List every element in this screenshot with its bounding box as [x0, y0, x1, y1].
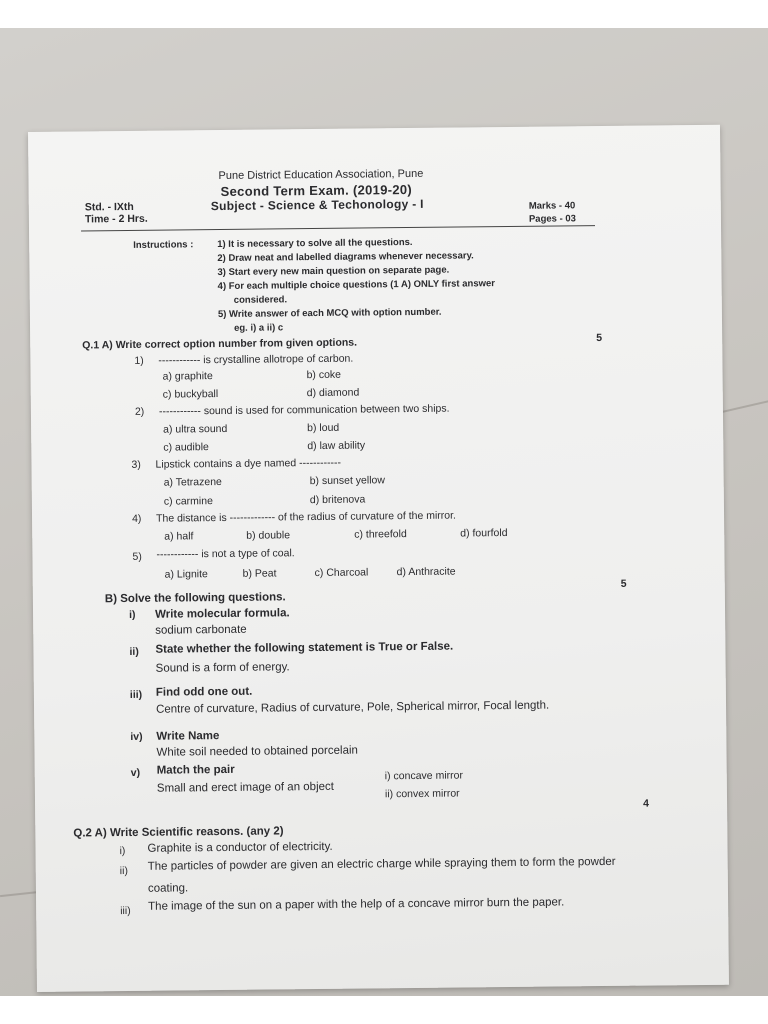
option: b) sunset yellow	[309, 474, 386, 488]
item-body: Sound is a form of energy.	[155, 661, 290, 675]
instruction-line: 5) Write answer of each MCQ with option number.	[217, 306, 442, 321]
exam-title: Second Term Exam. (2019-20)	[220, 181, 413, 199]
q2a-title: Q.2 A) Write Scientific reasons. (any 2)	[73, 825, 284, 840]
option: c) carmine	[163, 495, 213, 508]
instruction-line: eg. i) a ii) c	[234, 322, 284, 334]
photo-background	[0, 28, 768, 996]
reason-text: coating.	[147, 882, 189, 895]
subject-title: Subject - Science & Techonology - I	[210, 196, 424, 214]
option: d) fourfold	[460, 527, 508, 540]
item-title: Write molecular formula.	[154, 607, 290, 621]
instruction-line: 2) Draw neat and labelled diagrams whenever necessary.	[217, 250, 474, 265]
association-name: Pune District Education Association, Pune	[218, 167, 424, 183]
item-number: iii)	[120, 904, 131, 918]
item-body: Small and erect image of an object	[156, 780, 335, 795]
option: c) threefold	[354, 528, 407, 541]
option: d) law ability	[307, 439, 366, 453]
instruction-line: considered.	[233, 294, 288, 306]
question-number: 1)	[134, 354, 144, 367]
match-option: i) concave mirror	[384, 769, 464, 783]
option: c) Charcoal	[314, 566, 369, 580]
instructions-label: Instructions :	[133, 239, 194, 251]
item-number: i)	[129, 608, 136, 621]
item-number: iv)	[130, 730, 143, 743]
question-text: The distance is ------------- of the radius of curvature of the mirror.	[155, 509, 457, 525]
instruction-line: 3) Start every new main question on separate page.	[217, 264, 450, 279]
option: c) audible	[163, 441, 209, 454]
item-title: Write Name	[156, 730, 220, 743]
reason-text: The image of the sun on a paper with the help of a concave mirror burn the paper.	[148, 896, 565, 913]
header-divider	[81, 225, 595, 231]
option: a) graphite	[162, 370, 213, 383]
match-option: ii) convex mirror	[384, 787, 460, 801]
q2a-marks: 4	[643, 797, 649, 810]
item-body: Centre of curvature, Radius of curvature, Pole, Spherical mirror, Focal length.	[155, 699, 550, 716]
exam-paper	[28, 125, 729, 992]
instruction-line: 4) For each multiple choice questions (1 A) ONLY first answer	[217, 278, 495, 293]
item-number: i)	[119, 845, 126, 858]
pages-label: Pages - 03	[528, 213, 576, 225]
q1b-marks: 5	[620, 577, 627, 590]
q1b-title: B) Solve the following questions.	[104, 591, 286, 606]
reason-text: The particles of powder are given an electric charge while spraying them to form the powder	[147, 855, 616, 873]
option: a) half	[164, 530, 194, 543]
option: a) Tetrazene	[163, 475, 222, 489]
option: b) double	[246, 529, 291, 542]
item-number: ii)	[129, 645, 139, 658]
item-title: Find odd one out.	[155, 685, 253, 699]
item-number: iii)	[129, 688, 143, 701]
item-number: ii)	[119, 864, 128, 878]
std-label: Std. - IXth	[84, 200, 134, 214]
question-number: 3)	[131, 458, 141, 471]
question-text: ------------ is crystalline allotrope of carbon.	[158, 352, 354, 367]
item-number: v)	[130, 766, 141, 779]
option: b) loud	[307, 421, 340, 435]
item-body: White soil needed to obtained porcelain	[156, 744, 358, 759]
question-number: 4)	[131, 512, 142, 525]
option: a) Lignite	[164, 568, 208, 581]
option: b) coke	[306, 368, 342, 382]
item-title: Match the pair	[156, 763, 235, 777]
question-number: 5)	[132, 550, 142, 563]
option: d) Anthracite	[396, 565, 456, 579]
floor-line	[0, 891, 40, 897]
q1a-title: Q.1 A) Write correct option number from given options.	[82, 336, 358, 352]
time-label: Time - 2 Hrs.	[84, 212, 148, 226]
question-text: ------------ sound is used for communication between two ships.	[158, 402, 450, 418]
item-title: State whether the following statement is True or False.	[155, 640, 454, 656]
option: c) buckyball	[162, 388, 219, 401]
question-text: Lipstick contains a dye named ------------	[155, 456, 342, 471]
q1a-marks: 5	[596, 332, 603, 345]
reason-text: Graphite is a conductor of electricity.	[147, 840, 333, 855]
option: b) Peat	[242, 567, 277, 580]
marks-label: Marks - 40	[528, 200, 576, 212]
option: d) diamond	[306, 386, 360, 400]
question-number: 2)	[134, 405, 145, 418]
question-text: ------------ is not a type of coal.	[156, 547, 295, 561]
instruction-line: 1) It is necessary to solve all the questions.	[217, 236, 413, 251]
option: d) britenova	[309, 493, 366, 507]
option: a) ultra sound	[163, 422, 228, 436]
item-body: sodium carbonate	[155, 623, 247, 637]
